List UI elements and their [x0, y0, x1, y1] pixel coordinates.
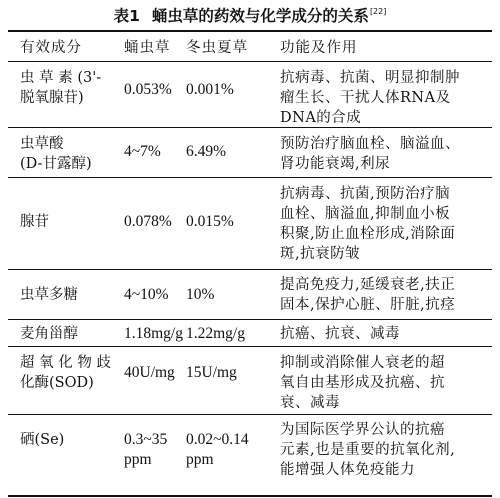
- cell-line: 积聚,防止血栓形成,消除面: [280, 226, 456, 242]
- cell-line: 元素,也是重要的抗氧化剂,: [280, 442, 456, 458]
- row-divider: [8, 346, 492, 347]
- cell-component: [20, 324, 125, 344]
- header-function: 功能及作用: [280, 40, 358, 56]
- row-divider: [8, 127, 492, 128]
- header-cordyceps-sinensis: 冬虫夏草: [186, 40, 248, 56]
- cell-line: (D-甘露醇): [20, 156, 92, 172]
- cell-component: [20, 353, 125, 393]
- cell-line: 预防治疗脑血栓、脑溢血、: [280, 136, 460, 152]
- cell-cordyceps-sinensis: [186, 363, 278, 383]
- cell-line: 固本,保护心脏、肝脏,抗痉: [280, 297, 456, 313]
- cell-function: [280, 184, 486, 264]
- cell-component: [20, 430, 125, 450]
- cell-line: 4~10%: [124, 286, 169, 303]
- header-component: 有效成分: [20, 40, 82, 56]
- table-label: 表1: [113, 7, 140, 25]
- cell-line: 0.015%: [186, 213, 234, 230]
- cell-line: 抗病毒、抗菌,预防治疗脑: [280, 186, 451, 202]
- table-title: 蛹虫草的药效与化学成分的关系: [151, 7, 369, 25]
- cell-line: 抗癌、抗衰、减毒: [280, 326, 400, 342]
- table-bottom-rule: [8, 495, 492, 497]
- cell-line: ppm: [124, 451, 152, 468]
- cell-function: [280, 324, 486, 344]
- cell-line: 0.053%: [124, 81, 172, 98]
- cell-function: [280, 353, 486, 413]
- table-row: [8, 64, 492, 126]
- table-row: [8, 349, 492, 413]
- cell-line: 0.001%: [186, 81, 234, 98]
- cell-cordyceps-sinensis: [186, 285, 278, 305]
- cell-line: 斑,抗衰防皱: [280, 246, 361, 262]
- cell-line: ppm: [186, 451, 214, 468]
- cell-line: 6.49%: [186, 143, 227, 160]
- cell-function: [280, 420, 486, 480]
- table-row: [8, 416, 492, 492]
- table-reference: [22]: [369, 7, 387, 16]
- table-row: [8, 180, 492, 268]
- table-caption: [0, 4, 500, 26]
- cell-line: 瘤生长、干扰人体RNA及: [280, 90, 451, 106]
- cell-component: [20, 285, 125, 305]
- header-cordyceps-militaris: 蛹虫草: [124, 40, 171, 56]
- table-header-row: [8, 36, 492, 60]
- cell-line: DNA的合成: [280, 110, 362, 126]
- cell-line: 脱氧腺苷): [20, 90, 84, 106]
- cell-component: [20, 134, 125, 174]
- cell-line: 腺苷: [20, 214, 49, 230]
- cell-line: 虫草多糖: [20, 287, 78, 303]
- cell-line: 超 氧 化 物 歧: [20, 355, 111, 371]
- cell-line: 血栓、脑溢血,抑制血小板: [280, 206, 451, 222]
- cell-cordyceps-sinensis: [186, 142, 278, 162]
- cell-line: 衰、减毒: [280, 395, 340, 411]
- cell-line: 抗病毒、抗菌、明显抑制肿: [280, 70, 460, 86]
- cell-line: 虫 草 素 (3'-: [20, 70, 102, 86]
- cell-component: [20, 212, 125, 232]
- cell-cordyceps-sinensis: [186, 324, 278, 344]
- cell-line: 4~7%: [124, 143, 161, 160]
- row-divider: [8, 177, 492, 178]
- cell-cordyceps-sinensis: [186, 430, 278, 470]
- cell-line: 肾功能衰竭,利尿: [280, 156, 391, 172]
- cell-line: 能增强人体免疫能力: [280, 462, 415, 478]
- cell-function: [280, 134, 486, 174]
- cell-line: 提高免疫力,延缓衰老,扶正: [280, 277, 456, 293]
- cell-line: 10%: [186, 286, 215, 303]
- cell-line: 抑制或消除催人衰老的超: [280, 355, 445, 371]
- row-divider: [8, 414, 492, 415]
- cell-line: 0.02~0.14: [186, 431, 249, 448]
- cell-line: 为国际医学界公认的抗癌: [280, 422, 445, 438]
- row-divider: [8, 269, 492, 270]
- cell-line: 40U/mg: [124, 364, 175, 381]
- cell-line: 0.3~35: [124, 431, 168, 448]
- cell-line: 麦角甾醇: [20, 326, 78, 342]
- table-row: [8, 320, 492, 345]
- cell-line: 15U/mg: [186, 364, 237, 381]
- cell-line: 化酶(SOD): [20, 375, 94, 391]
- table-row: [8, 273, 492, 318]
- cell-function: [280, 68, 486, 128]
- cell-function: [280, 275, 486, 315]
- cell-cordyceps-sinensis: [186, 212, 278, 232]
- table-header-rule: [8, 61, 492, 62]
- cell-line: 氧自由基形成及抗癌、抗: [280, 375, 445, 391]
- cell-line: 1.22mg/g: [186, 325, 245, 342]
- table-top-rule: [8, 30, 492, 32]
- cell-line: 1.18mg/g: [124, 325, 183, 342]
- table-row: [8, 130, 492, 176]
- cell-line: 0.078%: [124, 213, 172, 230]
- cell-line: 虫草酸: [20, 136, 64, 152]
- cell-line: 硒(Se): [20, 432, 65, 448]
- cell-component: [20, 68, 125, 108]
- cell-cordyceps-sinensis: [186, 80, 278, 100]
